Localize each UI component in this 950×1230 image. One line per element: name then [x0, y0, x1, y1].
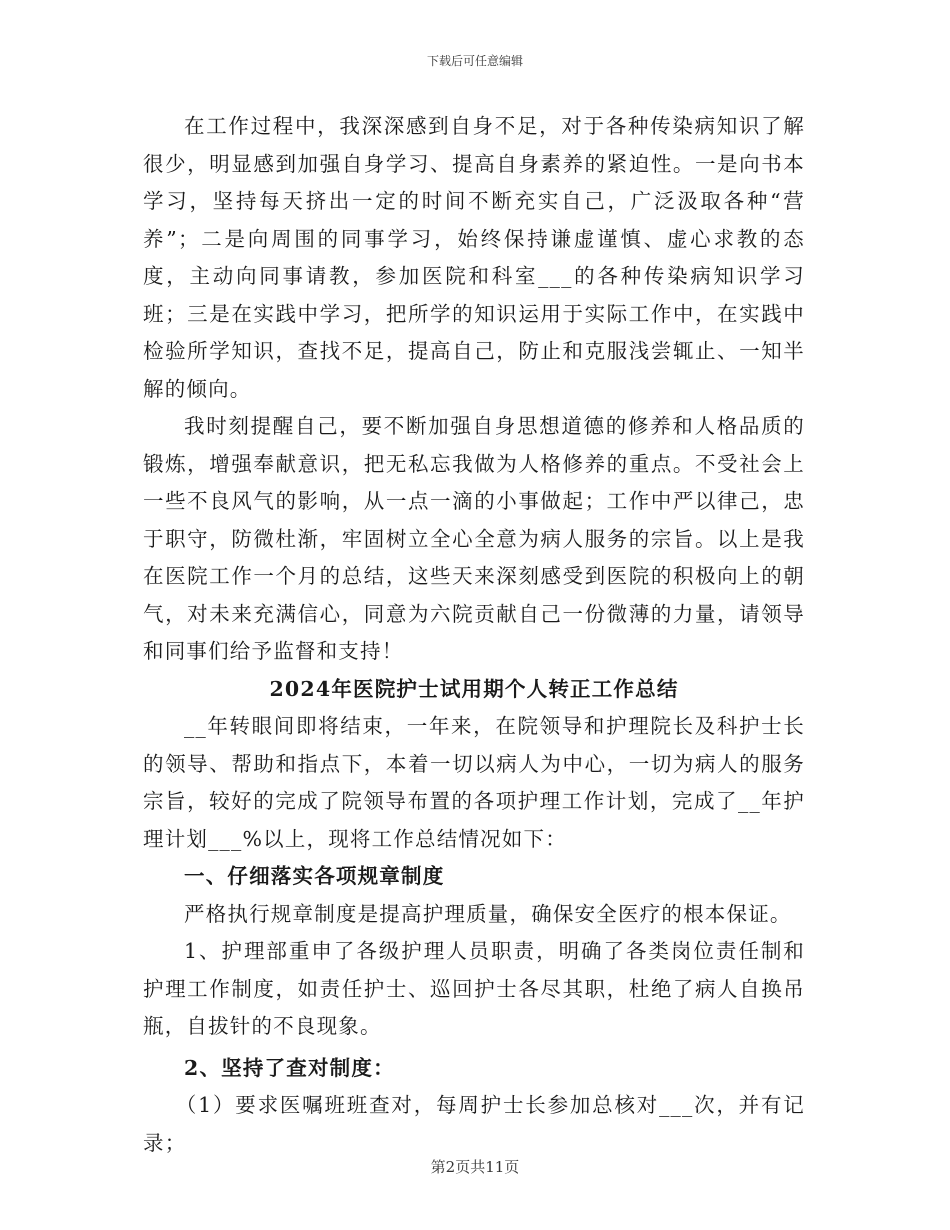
document-title: 2024年医院护士试用期个人转正工作总结: [269, 676, 679, 701]
document-body: [143, 108, 805, 1162]
section-heading-rules: 一、仔细落实各项规章制度: [184, 864, 445, 888]
page-header: 下载后可任意编辑: [426, 54, 523, 68]
section-heading-check-system: 2、坚持了查对制度：: [184, 1055, 395, 1080]
paragraph-rules-importance: 严格执行规章制度是提高护理质量，确保安全医疗的根本保证。: [184, 901, 792, 926]
paragraph-study: 在工作过程中，我深深感到自身不足，对于各种传染病知识了解很少，明显感到加强自身学习、提高自身素养的紧迫性。一是向书本学习，坚持每天挤出一定的时间不断充实自己，广泛汲取各种“营养”；二是向周围的同事学习，始终保持谦虚谨慎、虚心求教的态度，主动向同事请教，参加医院和科室___的各种传染病知识学习班；三是在实践中学习，把所学的知识运用于实际工作中，在实践中检验所学知识，查找不足，提高自己，防止和克服浅尝辄止、一知半解的倾向。: [143, 114, 805, 401]
paragraph-intro: __年转眼间即将结束，一年来，在院领导和护理院长及科护士长的领导、帮助和指点下，本着一切以病人为中心，一切为病人的服务宗旨，较好的完成了院领导布置的各项护理工作计划，完成了__年护理计划___%以上，现将工作总结情况如下：: [143, 714, 805, 851]
paragraph-check-item-1: （1）要求医嘱班班查对，每周护士长参加总核对___次，并有记录；: [143, 1093, 805, 1155]
page-footer: 第2页共11页: [430, 1158, 520, 1176]
paragraph-rules-item-1: 1、护理部重申了各级护理人员职责，明确了各类岗位责任制和护理工作制度，如责任护士、巡回护士各尽其职，杜绝了病人自换吊瓶，自拔针的不良现象。: [143, 939, 805, 1038]
paragraph-self-reflection: 我时刻提醒自己，要不断加强自身思想道德的修养和人格品质的锻炼，增强奉献意识，把无私忘我做为人格修养的重点。不受社会上一些不良风气的影响，从一点一滴的小事做起；工作中严以律己，忠于职守，防微杜渐，牢固树立全心全意为病人服务的宗旨。以上是我在医院工作一个月的总结，这些天来深刻感受到医院的积极向上的朝气，对未来充满信心，同意为六院贡献自己一份微薄的力量，请领导和同事们给予监督和支持！: [143, 414, 805, 663]
